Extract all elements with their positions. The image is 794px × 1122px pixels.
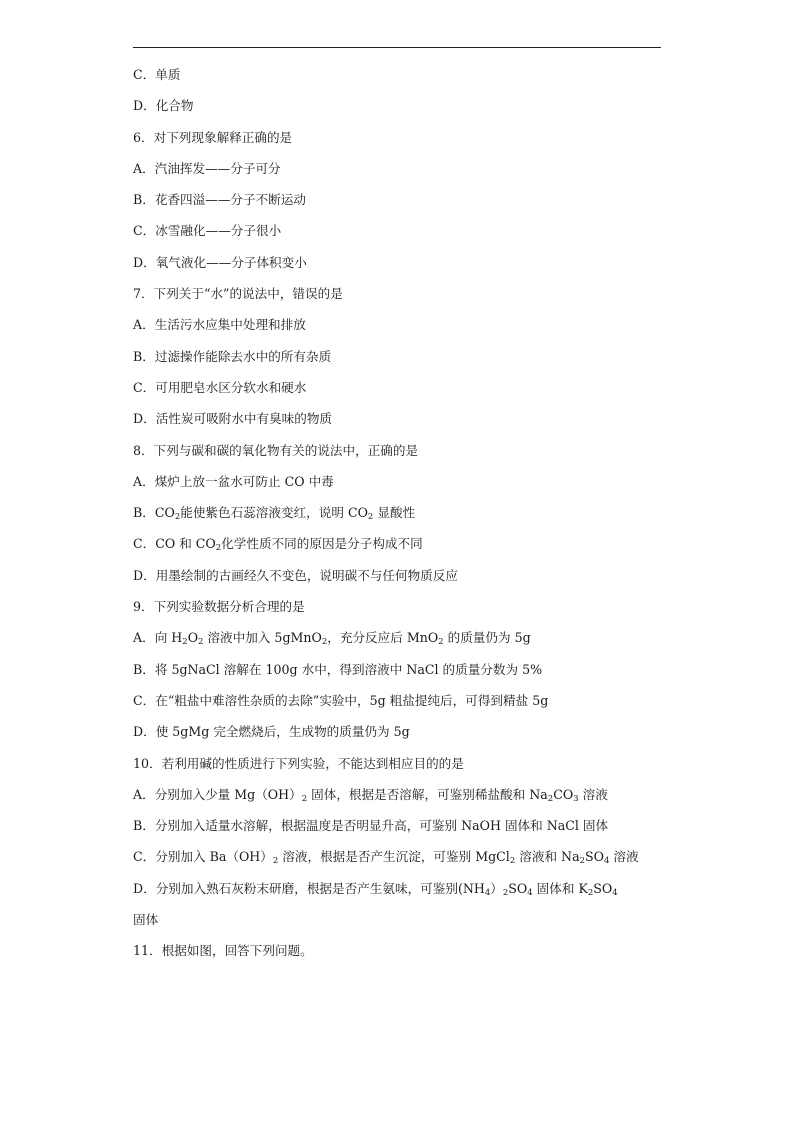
answer-option (133, 62, 661, 93)
answer-option (133, 312, 661, 343)
answer-option (133, 563, 661, 594)
answer-option (133, 218, 661, 249)
subscript: 2 (198, 637, 204, 648)
subscript: 2 (547, 793, 554, 804)
question-stem (133, 594, 661, 625)
text-run: 溶液中加入 5gMnO (203, 630, 322, 646)
text-run: 固体 (133, 912, 159, 928)
answer-option (133, 344, 661, 375)
text-run: 显酸性 (373, 505, 416, 521)
text-run: 溶液 (578, 786, 608, 802)
text-run: C．CO 和 CO (133, 536, 216, 552)
text-run: A．生活污水应集中处理和排放 (133, 317, 306, 333)
text-run: C．分别加入 Ba（OH） (133, 849, 273, 865)
answer-option (133, 406, 661, 437)
text-run: SO (508, 880, 528, 896)
subscript: 2 (321, 637, 328, 648)
text-run: 能使紫色石蕊溶液变红，说明 CO (180, 505, 368, 521)
answer-option (133, 657, 661, 688)
text-run: 固体和 K (532, 880, 588, 896)
text-run: D．分别加入熟石灰粉末研磨，根据是否产生氨味，可鉴别(NH (133, 880, 485, 896)
text-run: CO (553, 786, 574, 802)
answer-option (133, 719, 661, 750)
text-run: D．化合物 (133, 98, 194, 114)
answer-option (133, 156, 661, 187)
subscript: 2 (367, 512, 374, 523)
exam-page-content (133, 62, 661, 970)
subscript: 2 (215, 543, 222, 554)
text-run: SO (585, 849, 604, 865)
answer-option (133, 469, 661, 500)
text-run: A．汽油挥发——分子可分 (133, 160, 281, 176)
subscript: 4 (603, 856, 610, 867)
answer-option (133, 813, 661, 844)
header-rule (133, 47, 661, 48)
text-run: ，充分反应后 MnO (327, 630, 439, 646)
subscript: 4 (527, 887, 533, 898)
subscript: 3 (573, 793, 579, 804)
text-run: 10．若利用碱的性质进行下列实验，不能达到相应目的的是 (133, 755, 464, 771)
text-run: 9．下列实验数据分析合理的是 (133, 599, 305, 615)
text-run: ） (490, 880, 503, 896)
text-run: D．使 5gMg 完全燃烧后，生成物的质量仍为 5g (133, 724, 410, 740)
answer-option (133, 375, 661, 406)
text-run: D．活性炭可吸附水中有臭味的物质 (133, 411, 333, 427)
answer-option (133, 187, 661, 218)
answer-option (133, 500, 661, 531)
subscript: 4 (612, 887, 618, 898)
question-stem (133, 281, 661, 312)
answer-option (133, 688, 661, 719)
text-run: B．过滤操作能除去水中的所有杂质 (133, 348, 332, 364)
subscript: 2 (509, 856, 516, 867)
text-run: A．分别加入少量 Mg（OH） (133, 786, 302, 802)
text-run: 溶液 (609, 849, 639, 865)
text-run: D．用墨绘制的古画经久不变色，说明碳不与任何物质反应 (133, 567, 458, 583)
text-run: 11．根据如图，回答下列问题。 (133, 943, 313, 959)
text-run: SO (593, 880, 613, 896)
answer-option (133, 531, 661, 562)
subscript: 2 (438, 637, 444, 648)
text-run: 固体，根据是否溶解，可鉴别稀盐酸和 Na (307, 786, 548, 802)
text-run: B．花香四溢——分子不断运动 (133, 192, 306, 208)
text-run: A．向 H (133, 630, 183, 646)
text-run: 8．下列与碳和碳的氧化物有关的说法中，正确的是 (133, 442, 419, 458)
question-stem (133, 125, 661, 156)
text-run: C．在“粗盐中难溶性杂质的去除”实验中，5g 粗盐提纯后，可得到精盐 5g (133, 692, 549, 708)
subscript: 2 (502, 887, 509, 898)
answer-option (133, 844, 661, 875)
question-stem (133, 751, 661, 782)
text-run: 7．下列关于“水”的说法中，错误的是 (133, 286, 343, 302)
text-run: 6．对下列现象解释正确的是 (133, 129, 293, 145)
text-run: C．冰雪融化——分子很小 (133, 223, 282, 239)
subscript: 2 (272, 856, 279, 867)
subscript: 2 (182, 637, 188, 648)
text-run: B．分别加入适量水溶解，根据温度是否明显升高，可鉴别 NaOH 固体和 NaCl 固体 (133, 818, 609, 834)
subscript: 2 (301, 793, 308, 804)
question-stem (133, 938, 661, 969)
answer-option (133, 782, 661, 813)
question-stem (133, 438, 661, 469)
answer-option (133, 907, 661, 938)
text-run: A．煤炉上放一盆水可防止 CO 中毒 (133, 473, 334, 489)
subscript: 2 (579, 856, 586, 867)
text-run: C．可用肥皂水区分软水和硬水 (133, 379, 307, 395)
subscript: 2 (587, 887, 594, 898)
text-run: 溶液和 Na (515, 849, 580, 865)
answer-option (133, 93, 661, 124)
text-run: B．CO (133, 505, 175, 521)
text-run: 化学性质不同的原因是分子构成不同 (221, 536, 423, 552)
text-run: B．将 5gNaCl 溶解在 100g 水中，得到溶液中 NaCl 的质量分数为 5% (133, 661, 543, 677)
text-run: D．氧气液化——分子体积变小 (133, 254, 307, 270)
answer-option (133, 625, 661, 656)
subscript: 2 (174, 512, 181, 523)
text-run: 的质量仍为 5g (443, 630, 531, 646)
text-run: O (187, 630, 199, 646)
answer-option (133, 876, 661, 907)
answer-option (133, 250, 661, 281)
text-run: 溶液，根据是否产生沉淀，可鉴别 MgCl (278, 849, 510, 865)
subscript: 4 (484, 887, 491, 898)
text-run: C．单质 (133, 67, 181, 82)
